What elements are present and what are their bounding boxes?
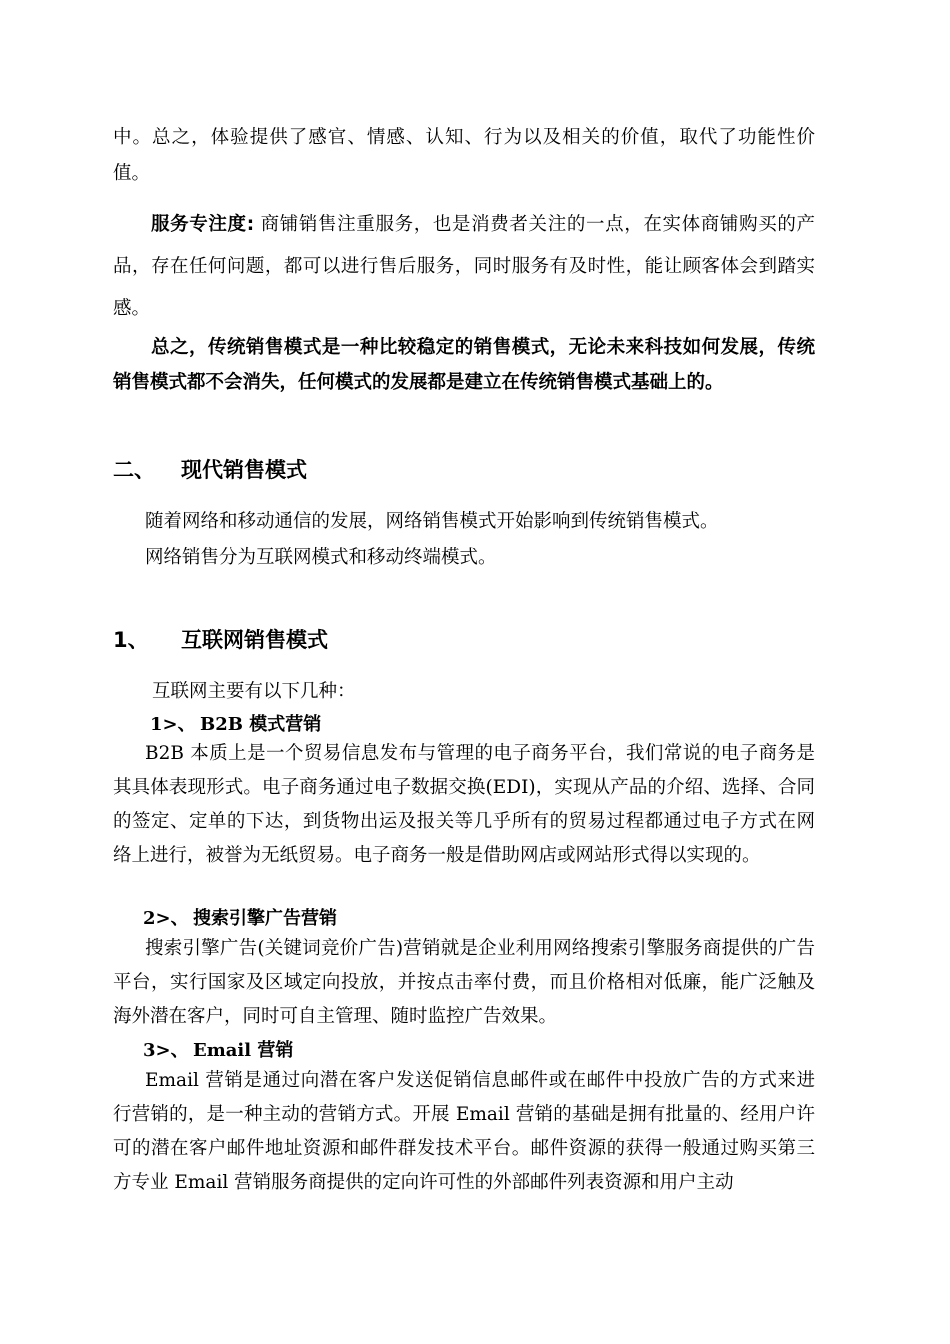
item-heading-email [143,1036,293,1062]
item-number: 2>、 [143,908,189,929]
section-heading-modern-sales [113,454,307,484]
service-focus-label: 服务专注度: [151,214,255,235]
item-heading-b2b [150,710,321,736]
item-number: 3>、 [143,1040,189,1061]
subsection-title: 互联网销售模式 [181,628,328,652]
service-focus-text: 商铺销售注重服务，也是消费者关注的一点，在实体商铺购买的产品，存在任何问题，都可以进行售后服务，同时服务有及时性，能让顾客体会到踏实感。 [113,214,815,319]
subsection-number: 1、 [113,628,149,652]
paragraph-email-body: Email 营销是通过向潜在客户发送促销信息邮件或在邮件中投放广告的方式来进行营销的，是一种主动的营销方式。开展 Email 营销的基础是拥有批量的、经用户许可的潜在客户邮件地址资源和邮件群发技术平台。邮件资源的获得一般通过购买第三方专业 Email 营销服务商提供的定向许可性的外部邮件列表资源和用户主动 [113,1070,815,1193]
paragraph-experience-summary: 中。总之，体验提供了感官、情感、认知、行为以及相关的价值，取代了功能性价值。 [113,127,815,184]
section-number: 二、 [113,458,155,482]
item-number: 1>、 [150,714,196,735]
item-title: 搜索引擎广告营销 [193,908,337,929]
paragraph-b2b-body: B2B 本质上是一个贸易信息发布与管理的电子商务平台，我们常说的电子商务是其具体表现形式。电子商务通过电子数据交换(EDI)，实现从产品的介绍、选择、合同的签定、定单的下达，到货物出运及报关等几乎所有的贸易过程都通过电子方式在网络上进行，被誉为无纸贸易。电子商务一般是借助网店或网站形式得以实现的。 [113,743,815,866]
item-heading-search-ads [143,904,337,930]
paragraph-search-ads-body: 搜索引擎广告(关键词竞价广告)营销就是企业利用网络搜索引擎服务商提供的广告平台，实行国家及区域定向投放，并按点击率付费，而且价格相对低廉，能广泛触及海外潜在客户，同时可自主管理、随时监控广告效果。 [113,938,815,1027]
paragraph-traditional-summary: 总之，传统销售模式是一种比较稳定的销售模式，无论未来科技如何发展，传统销售模式都不会消失，任何模式的发展都是建立在传统销售模式基础上的。 [113,337,815,393]
section-title: 现代销售模式 [181,458,307,482]
item-title: Email 营销 [193,1040,294,1061]
item-title: B2B 模式营销 [200,714,322,735]
paragraph-network-types: 网络销售分为互联网模式和移动终端模式。 [145,547,497,568]
paragraph-internet-intro: 互联网主要有以下几种： [152,681,356,702]
paragraph-network-development: 随着网络和移动通信的发展，网络销售模式开始影响到传统销售模式。 [145,511,719,532]
paragraph-service-focus [113,204,815,330]
subsection-heading-internet-sales [113,624,328,654]
